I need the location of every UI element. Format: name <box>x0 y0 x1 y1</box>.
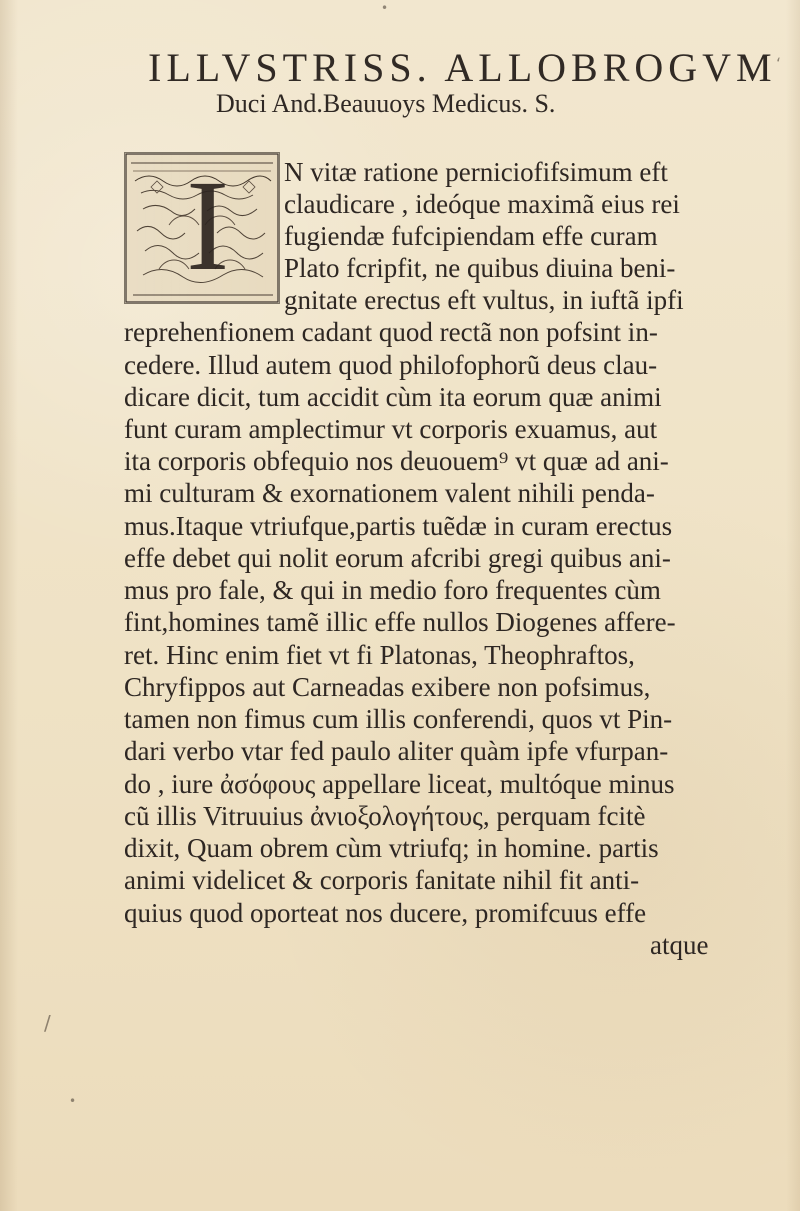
text-line: tamen non fimus cum illis conferendi, quos vt Pin- <box>124 704 673 734</box>
margin-mark-right: ‘ <box>776 54 782 73</box>
page-left-shadow <box>0 0 18 1211</box>
text-line: fint,homines tamẽ illic effe nullos Diogenes affere- <box>124 607 676 637</box>
text-line: N vitæ ratione perniciofifsimum eft <box>284 157 668 187</box>
text-line: gnitate erectus eft vultus, in iuftã ipfi <box>284 285 684 315</box>
text-line: animi videlicet & corporis fanitate nihil fit anti- <box>124 865 640 895</box>
text-line: effe debet qui nolit eorum afcribi gregi quibus ani- <box>124 543 671 573</box>
decorated-initial-block <box>124 152 280 304</box>
text-line: mus.Itaque vtriufque,partis tuẽdæ in curam erectus <box>124 511 673 541</box>
text-line: Chryfippos aut Carneadas exibere non pofsimus, <box>124 672 651 702</box>
text-line: claudicare , ideóque maximã eius rei <box>284 189 680 219</box>
decorated-initial-letter: I <box>186 154 228 298</box>
text-line: fugiendæ fufcipiendam effe curam <box>284 221 658 251</box>
document-subtitle: Duci And.Beauuoys Medicus. S. <box>216 89 556 118</box>
text-line: ita corporis obfequio nos deuouem⁹ vt quæ ad ani- <box>124 446 669 476</box>
text-line: Plato fcripfit, ne quibus diuina beni- <box>284 253 676 283</box>
text-line: cedere. Illud autem quod philofophorũ deus clau- <box>124 350 658 380</box>
document-title: ILLVSTRISS. ALLOBROGVM <box>148 45 777 90</box>
text-line: dixit, Quam obrem cùm vtriufq; in homine. partis <box>124 833 659 863</box>
text-line: dicare dicit, tum accidit cùm ita eorum quæ animi <box>124 382 662 412</box>
text-line: cũ illis Vitruuius ἀνιοξολογήτους, perquam fcitè <box>124 801 646 831</box>
text-line: reprehenfionem cadant quod rectã non pofsint in- <box>124 317 658 347</box>
text-line: funt curam amplectimur vt corporis exuamus, aut <box>124 414 658 444</box>
page-speck-top: • <box>381 1 389 15</box>
text-line: ret. Hinc enim fiet vt fi Platonas, Theophraftos, <box>124 640 635 670</box>
text-line: do , iure ἀσόφους appellare liceat, multóque minus <box>124 769 675 799</box>
text-line: dari verbo vtar fed paulo aliter quàm ipfe vfurpan- <box>124 736 669 766</box>
text-line: mi culturam & exornationem valent nihili penda- <box>124 478 655 508</box>
text-line: mus pro fale, & qui in medio foro frequentes cùm <box>124 575 661 605</box>
page-right-shadow <box>786 0 800 1211</box>
margin-mark-left: / <box>44 1011 51 1035</box>
page-speck-left-bottom: • <box>69 1094 77 1108</box>
text-line: quius quod oporteat nos ducere, promifcuus effe <box>124 898 647 928</box>
catchword: atque <box>650 930 709 960</box>
